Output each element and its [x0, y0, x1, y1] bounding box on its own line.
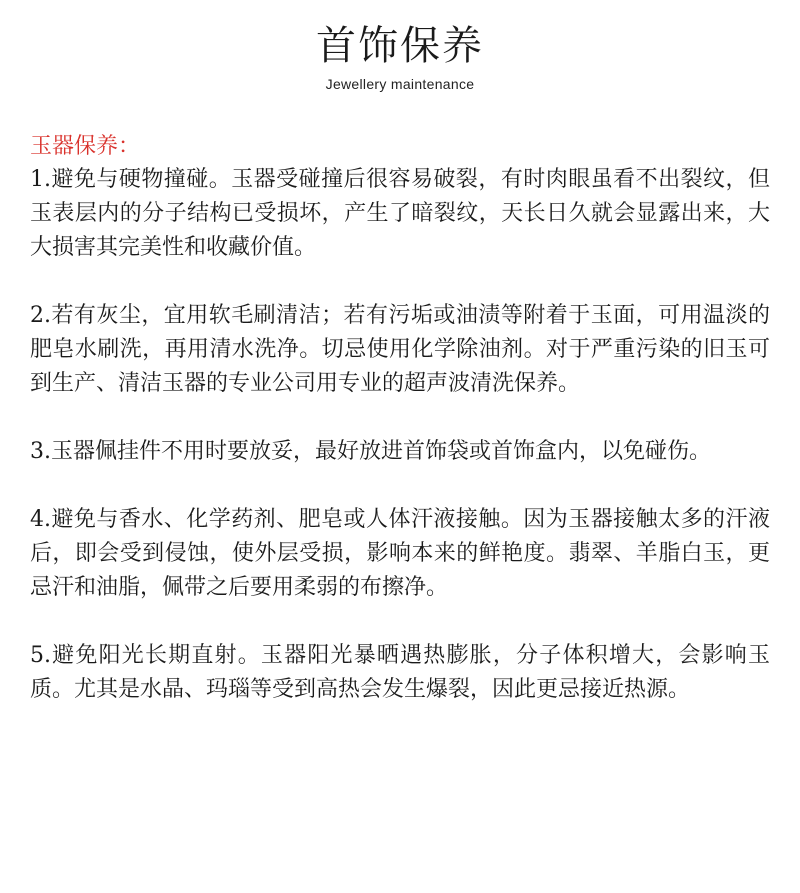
jade-care-section	[30, 130, 770, 707]
page-title: 首饰保养	[316, 23, 484, 69]
care-tip-1: 1.避免与硬物撞碰。玉器受碰撞后很容易破裂，有时肉眼虽看不出裂纹，但玉表层内的分子结构已受损坏，产生了暗裂纹，天长日久就会显露出来，大大损害其完美性和收藏价值。	[30, 167, 770, 260]
section-heading: 玉器保养：	[30, 134, 141, 159]
care-tip-3: 3.玉器佩挂件不用时要放妥，最好放进首饰袋或首饰盒内，以免碰伤。	[30, 439, 711, 464]
page-header	[0, 22, 800, 92]
care-tip-2: 2.若有灰尘，宜用软毛刷清洁；若有污垢或油渍等附着于玉面，可用温淡的肥皂水刷洗，再用清水洗净。切忌使用化学除油剂。对于严重污染的旧玉可到生产、清洁玉器的专业公司用专业的超声波清洗保养。	[30, 303, 770, 396]
care-tip-4: 4.避免与香水、化学药剂、肥皂或人体汗液接触。因为玉器接触太多的汗液后，即会受到侵蚀，使外层受损，影响本来的鲜艳度。翡翠、羊脂白玉，更忌汗和油脂，佩带之后要用柔弱的布擦净。	[30, 507, 770, 600]
care-tip-5: 5.避免阳光长期直射。玉器阳光暴晒遇热膨胀，分子体积增大，会影响玉质。尤其是水晶、玛瑙等受到高热会发生爆裂，因此更忌接近热源。	[30, 643, 770, 702]
page-subtitle: Jewellery maintenance	[325, 76, 475, 92]
